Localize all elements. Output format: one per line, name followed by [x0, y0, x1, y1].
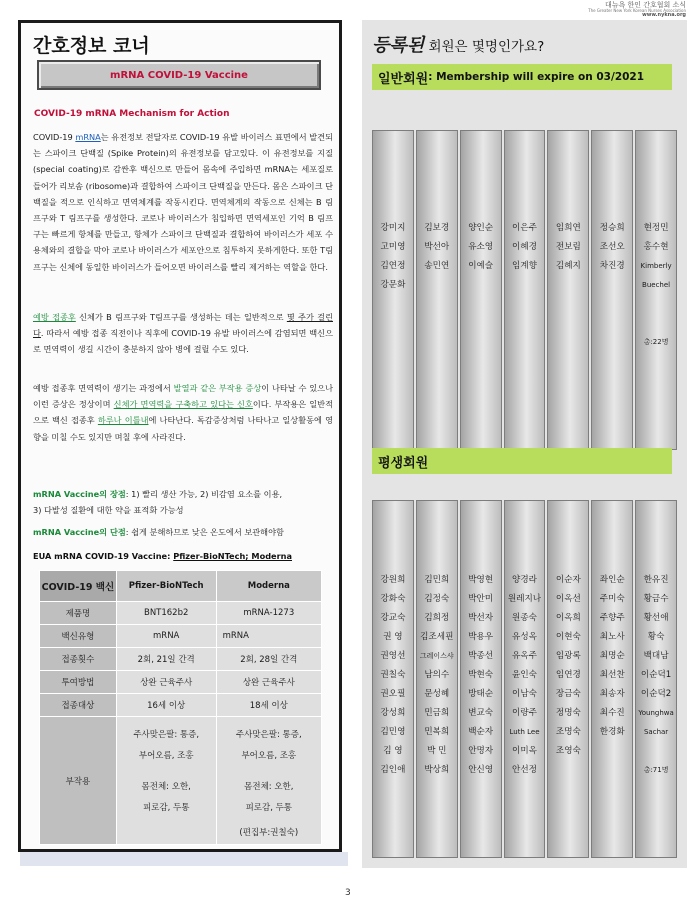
member-name: 최노사 [599, 632, 625, 642]
row-label: 제품명 [40, 602, 117, 625]
member-name: 고미영 [380, 242, 406, 252]
table-header-cell: COVID-19 백신 [40, 571, 117, 602]
member-name: 강교숙 [380, 613, 406, 623]
member-column [635, 500, 677, 858]
side-effect-line: 피로감, 두통 [142, 803, 190, 813]
registry-title-emphasis: 등록된 [372, 35, 425, 56]
member-name: Kimberly [640, 262, 672, 270]
member-name: 박용우 [468, 632, 494, 642]
pros-text-1: : 1) 빨리 생산 가능, 2) 비감염 요소를 이용, [125, 489, 283, 499]
mechanism-paragraph [33, 129, 333, 275]
row-label: 부작용 [40, 717, 117, 845]
table-row [40, 602, 322, 625]
row-label: 투여방법 [40, 671, 117, 694]
table-cell: 상완 근육주사 [216, 671, 321, 694]
member-name: 윤인숙 [512, 670, 537, 680]
table-cell: 2회, 28일 간격 [216, 648, 321, 671]
table-row-side-effects [40, 717, 322, 845]
side-effects-pfizer [116, 717, 216, 845]
member-name: 김희정 [424, 613, 450, 623]
member-column [460, 500, 502, 858]
member-name: Luth Lee [509, 728, 540, 736]
header-line-1: 대뉴욕 한인 간호협회 소식 [604, 1, 686, 9]
member-column [547, 130, 589, 450]
member-name [636, 742, 676, 761]
member-name: 박선아 [424, 242, 450, 252]
para1-text-a: COVID-19 [33, 132, 76, 142]
member-registry-column [362, 20, 687, 868]
member-name: 강성희 [380, 708, 406, 718]
member-name: 최수진 [599, 708, 625, 718]
left-column-shadow [20, 852, 348, 866]
member-name: 김 영 [383, 746, 403, 756]
eua-label: EUA mRNA COVID-19 Vaccine: [33, 551, 174, 561]
member-name: 권오필 [380, 689, 406, 699]
member-name: 임희연 [555, 223, 581, 233]
member-column [547, 500, 589, 858]
member-name: 권영선 [380, 651, 406, 661]
immunity-signal-highlight: 신체가 면역력을 구축하고 있다는 신호 [113, 399, 253, 410]
member-column [460, 130, 502, 450]
member-name: 이미옥 [512, 746, 537, 756]
member-name: 정승희 [599, 223, 625, 233]
member-name: 이순덕1 [640, 670, 672, 680]
member-name: 이남숙 [512, 689, 537, 699]
member-column [504, 500, 546, 858]
member-name: 김보경 [424, 223, 450, 233]
lifetime-members-label: 평생회원 [378, 455, 429, 471]
table-row [40, 671, 322, 694]
member-name: 전보림 [555, 242, 581, 252]
spacer [217, 767, 321, 777]
member-name: 안신영 [468, 765, 494, 775]
member-name: 조영숙 [555, 746, 581, 756]
member-name: 권칠숙 [380, 670, 406, 680]
member-name: 임연경 [555, 670, 581, 680]
member-column [372, 130, 414, 450]
page-number: 3 [345, 888, 351, 898]
member-name: 홍수현 [643, 242, 669, 252]
side-effect-line: 부어오름, 조홍 [138, 751, 194, 761]
member-name: 최선찬 [599, 670, 625, 680]
member-name: 김혜지 [555, 261, 581, 271]
para3-text-c: 이 나타날 수 있으나 이런 증상은 정상이며 [33, 383, 333, 410]
member-name: 유소영 [468, 242, 494, 252]
section-title: 간호정보 코너 [33, 35, 150, 57]
fever-highlight: 발열과 같은 부작용 증상 [173, 383, 262, 393]
member-name: 김민영 [380, 727, 406, 737]
member-name: 정명숙 [555, 708, 581, 718]
member-name: 민복희 [424, 727, 450, 737]
lifetime-member-columns [372, 500, 677, 858]
side-effect-line: 몸전체: 오한, [141, 782, 191, 792]
member-name: 주미숙 [599, 594, 625, 604]
member-name: 강미지 [380, 223, 406, 233]
member-column [591, 130, 633, 450]
vaccine-banner-button[interactable]: mRNA COVID-19 Vaccine [37, 60, 321, 90]
cons-line [33, 527, 284, 538]
vaccination-highlight: 예방 접종후 [33, 312, 76, 322]
member-name: 유성옥 [512, 632, 537, 642]
member-name: 주향주 [599, 613, 625, 623]
member-name: 안명자 [468, 746, 494, 756]
member-name: 조명숙 [555, 727, 581, 737]
member-column [591, 500, 633, 858]
table-cell: 18세 이상 [216, 694, 321, 717]
member-name: 현정민 [643, 223, 669, 233]
member-name [636, 295, 676, 314]
editor-credit: (편집부:권칠숙) [239, 828, 299, 838]
membership-expire-note: : Membership will expire on 03/2021 [428, 71, 645, 83]
member-name: 변교숙 [468, 708, 494, 718]
member-name: 이옥희 [555, 613, 581, 623]
pros-line-1 [33, 489, 282, 500]
one-two-days-highlight: 하루나 이틀내 [97, 415, 149, 426]
member-name: 조선오 [599, 242, 625, 252]
member-name: 김민희 [424, 575, 450, 585]
table-cell: mRNA [216, 625, 321, 648]
member-name: 총:22명 [643, 338, 669, 346]
table-header-row [40, 571, 322, 602]
member-column [504, 130, 546, 450]
member-name: 한유진 [643, 575, 669, 585]
member-name: 이예슬 [468, 261, 494, 271]
member-name: 권 영 [383, 632, 403, 642]
registry-title [372, 31, 544, 57]
member-name: 그레이스샤 [419, 652, 454, 660]
immunity-timing-paragraph [33, 309, 333, 358]
general-members-bar [372, 64, 672, 90]
member-name: 방태순 [468, 689, 494, 699]
member-name: 황금수 [643, 594, 669, 604]
side-effect-line: 주사맞은팔: 통증, [235, 730, 302, 740]
member-name: 이량주 [512, 708, 537, 718]
lifetime-members-bar [372, 448, 672, 474]
side-effect-line: 피로감, 두통 [245, 803, 293, 813]
member-name [636, 314, 676, 333]
member-name: 김인애 [380, 765, 406, 775]
newsletter-header [588, 2, 686, 18]
member-name: 장금숙 [555, 689, 581, 699]
pros-line-2: 3) 다발성 질환에 대한 약을 표적화 가능성 [33, 505, 184, 515]
row-label: 접종횟수 [40, 648, 117, 671]
para3-text-e: 이다. 부작용은 일반적으로 백신 접종후 [33, 399, 333, 426]
member-name: 백순자 [468, 727, 494, 737]
member-column [372, 500, 414, 858]
member-name: 김정숙 [424, 594, 450, 604]
member-name: 김조세핀 [420, 632, 454, 642]
member-name: 양인순 [468, 223, 494, 233]
member-name: 좌인순 [599, 575, 625, 585]
side-effect-line: 몸전체: 오한, [244, 782, 294, 792]
spacer [117, 767, 216, 777]
table-header-cell: Pfizer-BioNTech [116, 571, 216, 602]
header-website: www.nykna.org [642, 12, 686, 18]
member-name: 양경라 [512, 575, 537, 585]
para1-text-b: 는 유전정보 전달자로 COVID-19 유발 바이러스 표면에서 발견되는 스파이크 단백질 (Spike Protein)의 유전정보를 담고있다. 이 유전정보를 지질 (special coating)로 감싼후 백신으로 만들어 몸속에 주입하면 mRNA는 세포질로 들어가 리보솜 (ribosome)과 결합하여 스파이크 단백질을 만든다. 몸은 스파이크 단백질을 적으로 인식하고 면역체계를 작동시킨다. 면역체계의 작동으로 신체는 B 림프구와 T 림프구를 생성한다. 코로나 바이러스가 침입하면 면역세포인 기억 B 림프구는 빠르게 항체를 만들고, 항체가 스파이크 단백질과 결합하여 바이러스가 세포 수용체와의 결합을 막아 코로나 바이러스가 세포안으로 침투하지 못하게한다. 또한 T림프구는 신체에 동일한 바이러스가 들어오면 바이러스를 빨리 제거하는 역할을 한다. [33, 132, 333, 272]
member-name: 강문화 [380, 280, 406, 290]
row-label: 접종대상 [40, 694, 117, 717]
table-cell: mRNA [116, 625, 216, 648]
table-cell: mRNA-1273 [216, 602, 321, 625]
general-member-columns [372, 130, 677, 450]
member-name: 황선애 [643, 613, 669, 623]
member-name: 유옥주 [512, 651, 537, 661]
member-name: 이현숙 [555, 632, 581, 642]
member-name: Younghwa [638, 709, 674, 717]
header-line-2: The Greater New York Korean Nurses Association [588, 8, 686, 13]
member-name: 민금희 [424, 708, 450, 718]
member-name: 박종선 [468, 651, 494, 661]
table-row [40, 694, 322, 717]
weeks-highlight: 몇 주가 걸린다 [33, 312, 333, 339]
member-name: 한경화 [599, 727, 625, 737]
member-name: 임계향 [512, 261, 537, 271]
member-name: 이혜경 [512, 242, 537, 252]
member-name: 문성혜 [424, 689, 450, 699]
nursing-info-corner [18, 20, 342, 852]
member-name: 이순덕2 [640, 689, 672, 699]
table-cell: 16세 이상 [116, 694, 216, 717]
member-name: 박상희 [424, 765, 450, 775]
side-effects-paragraph [33, 380, 333, 445]
mechanism-heading: COVID-19 mRNA Mechanism for Action [34, 109, 230, 119]
pros-label: mRNA Vaccine의 장점 [33, 489, 126, 499]
member-name: 차진경 [599, 261, 625, 271]
cons-text: : 쉽게 분해하므로 낮은 온도에서 보관해야함 [125, 527, 284, 537]
member-name: 최명순 [599, 651, 625, 661]
member-name: 이은주 [512, 223, 537, 233]
side-effects-moderna [216, 717, 321, 845]
table-cell: 상완 근육주사 [116, 671, 216, 694]
member-name: 박 민 [427, 746, 447, 756]
side-effect-line: 부어오름, 조홍 [241, 751, 297, 761]
member-name: 송민연 [424, 261, 450, 271]
member-name: 박선자 [468, 613, 494, 623]
row-label: 백신유형 [40, 625, 117, 648]
member-name: 최송자 [599, 689, 625, 699]
cons-label: mRNA Vaccine의 단점 [33, 527, 126, 537]
member-name: 원종숙 [512, 613, 537, 623]
member-name: 박현숙 [468, 670, 494, 680]
member-name: 강화숙 [380, 594, 406, 604]
member-column [416, 500, 458, 858]
member-name: 김연정 [380, 261, 406, 271]
table-header-cell: Moderna [216, 571, 321, 602]
member-column [416, 130, 458, 450]
member-name: 이옥선 [555, 594, 581, 604]
table-cell: 2회, 21일 간격 [116, 648, 216, 671]
mrna-highlight: mRNA [75, 132, 101, 142]
member-name: 안선정 [512, 765, 537, 775]
side-effect-line: 주사맞은팔: 통증, [133, 730, 200, 740]
member-name: 강원희 [380, 575, 406, 585]
table-row [40, 625, 322, 648]
member-name: 박영현 [468, 575, 494, 585]
member-name: 남의수 [424, 670, 450, 680]
para3-text-a: 예방 접종후 면역력이 생기는 과정에서 [33, 383, 174, 393]
member-name: 황숙 [647, 632, 665, 642]
table-cell: BNT162b2 [116, 602, 216, 625]
member-name: 백대남 [643, 651, 669, 661]
registry-title-rest: 회원은 몇명인가요? [424, 39, 545, 55]
member-name: 총:71명 [643, 766, 669, 774]
member-name: 임광록 [555, 651, 581, 661]
member-name: Sachar [643, 728, 669, 736]
member-column [635, 130, 677, 450]
member-name: 박안미 [468, 594, 494, 604]
para3-text-g: 에 나타난다. 독감증상처럼 나타나고 일상활동에 영향을 미칠 수도 있지만 며칠 후에 사라진다. [33, 415, 333, 442]
eua-value: Pfizer-BioNTech; Moderna [173, 551, 292, 561]
member-name: Buechel [642, 281, 671, 289]
eua-line [33, 551, 292, 561]
member-name: 원레지나 [507, 594, 542, 604]
general-members-label: 일반회원 [378, 71, 429, 87]
para2-text-b: 신체가 B 림프구와 T림프구를 생성하는 데는 일반적으로 [75, 312, 287, 322]
member-name: 이순자 [555, 575, 581, 585]
para2-text-d: . 따라서 예방 접종 직전이나 직후에 COVID-19 유발 바이러스에 감염되면 백신으로 면역력이 생길 시간이 충분하지 않아 병에 걸릴 수도 있다. [33, 328, 333, 355]
table-row [40, 648, 322, 671]
vaccine-comparison-table [39, 570, 322, 845]
